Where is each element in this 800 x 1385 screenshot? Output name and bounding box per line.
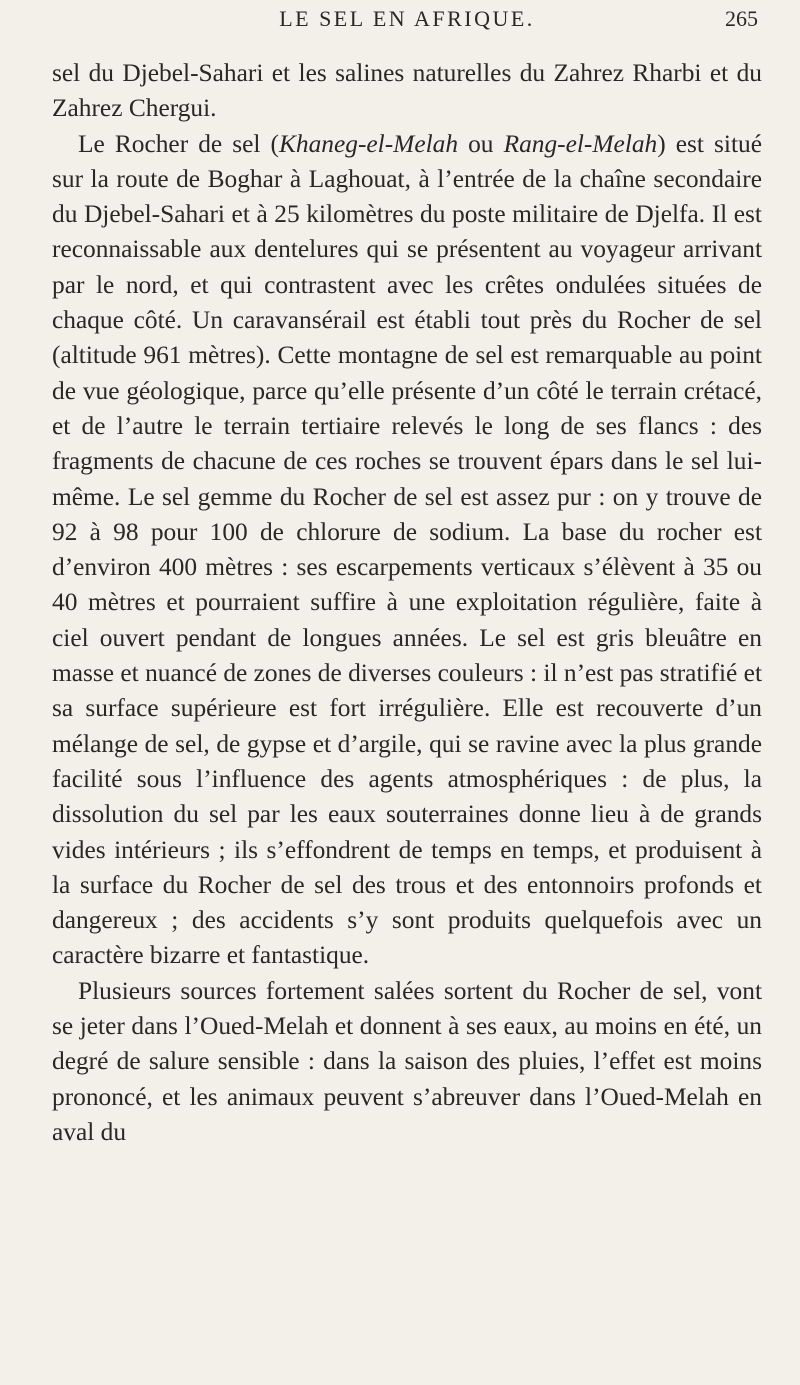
paragraph-continuation: sel du Djebel-Sahari et les salines naturelles du Zahrez Rharbi et du Zahrez Chergui. [52, 59, 762, 123]
place-name-italic: Khaneg-el-Melah [278, 129, 459, 158]
place-name-italic: Rang-el-Melah [503, 129, 658, 158]
body-text [52, 56, 762, 1150]
paragraph-rocher-de-sel [52, 127, 762, 974]
running-title: LE SEL EN AFRIQUE. [279, 6, 535, 31]
paragraph-text: ) est situé sur la route de Boghar à Laghouat, à l’entrée de la chaîne secondaire du Djebel-Sahari et à 25 kilomètres du poste militaire de Djelfa. Il est reconnaissable aux dentelures qui se présentent au voyageur arrivant par le nord, et qui contrastent avec les crêtes ondulées situées de chaque côté. Un caravansérail est établi tout près du Rocher de sel (altitude 961 mètres). Cette montagne de sel est remarquable au point de vue géologique, parce qu’elle présente d’un côté le terrain crétacé, et de l’autre le terrain tertiaire relevés le long de ses flancs : des fragments de chacune de ces roches se trouvent épars dans le sel lui-même. Le sel gemme du Rocher de sel est assez pur : on y trouve de 92 à 98 pour 100 de chlorure de sodium. La base du rocher est d’environ 400 mètres : ses escarpements verticaux s’élèvent à 35 ou 40 mètres et pourraient suffire à une exploitation régulière, faite à ciel ouvert pendant de longues années. Le sel est gris bleuâtre en masse et nuancé de zones de diverses couleurs : il n’est pas stratifié et sa surface supérieure est fort irrégulière. Elle est recouverte d’un mélange de sel, de gypse et d’argile, qui se ravine avec la plus grande facilité sous l’influence des agents atmosphériques : de plus, la dissolution du sel par les eaux souterraines donne lieu à de grands vides intérieurs ; ils s’effondrent de temps en temps, et produisent à la surface du Rocher de sel des trous et des entonnoirs profonds et dangereux ; des accidents s’y sont produits quelquefois avec un caractère bizarre et fantastique. [52, 129, 762, 970]
page-number: 265 [725, 6, 758, 31]
running-head [52, 0, 762, 44]
paragraph-text: Le Rocher de sel ( [78, 129, 279, 158]
paragraph-text: ou [458, 129, 504, 158]
paragraph-sources: Plusieurs sources fortement salées sortent du Rocher de sel, vont se jeter dans l’Oued-Melah et donnent à ses eaux, au moins en été, un degré de salure sensible : dans la saison des pluies, l’effet est moins prononcé, et les animaux peuvent s’abreuver dans l’Oued-Melah en aval du [52, 976, 762, 1146]
